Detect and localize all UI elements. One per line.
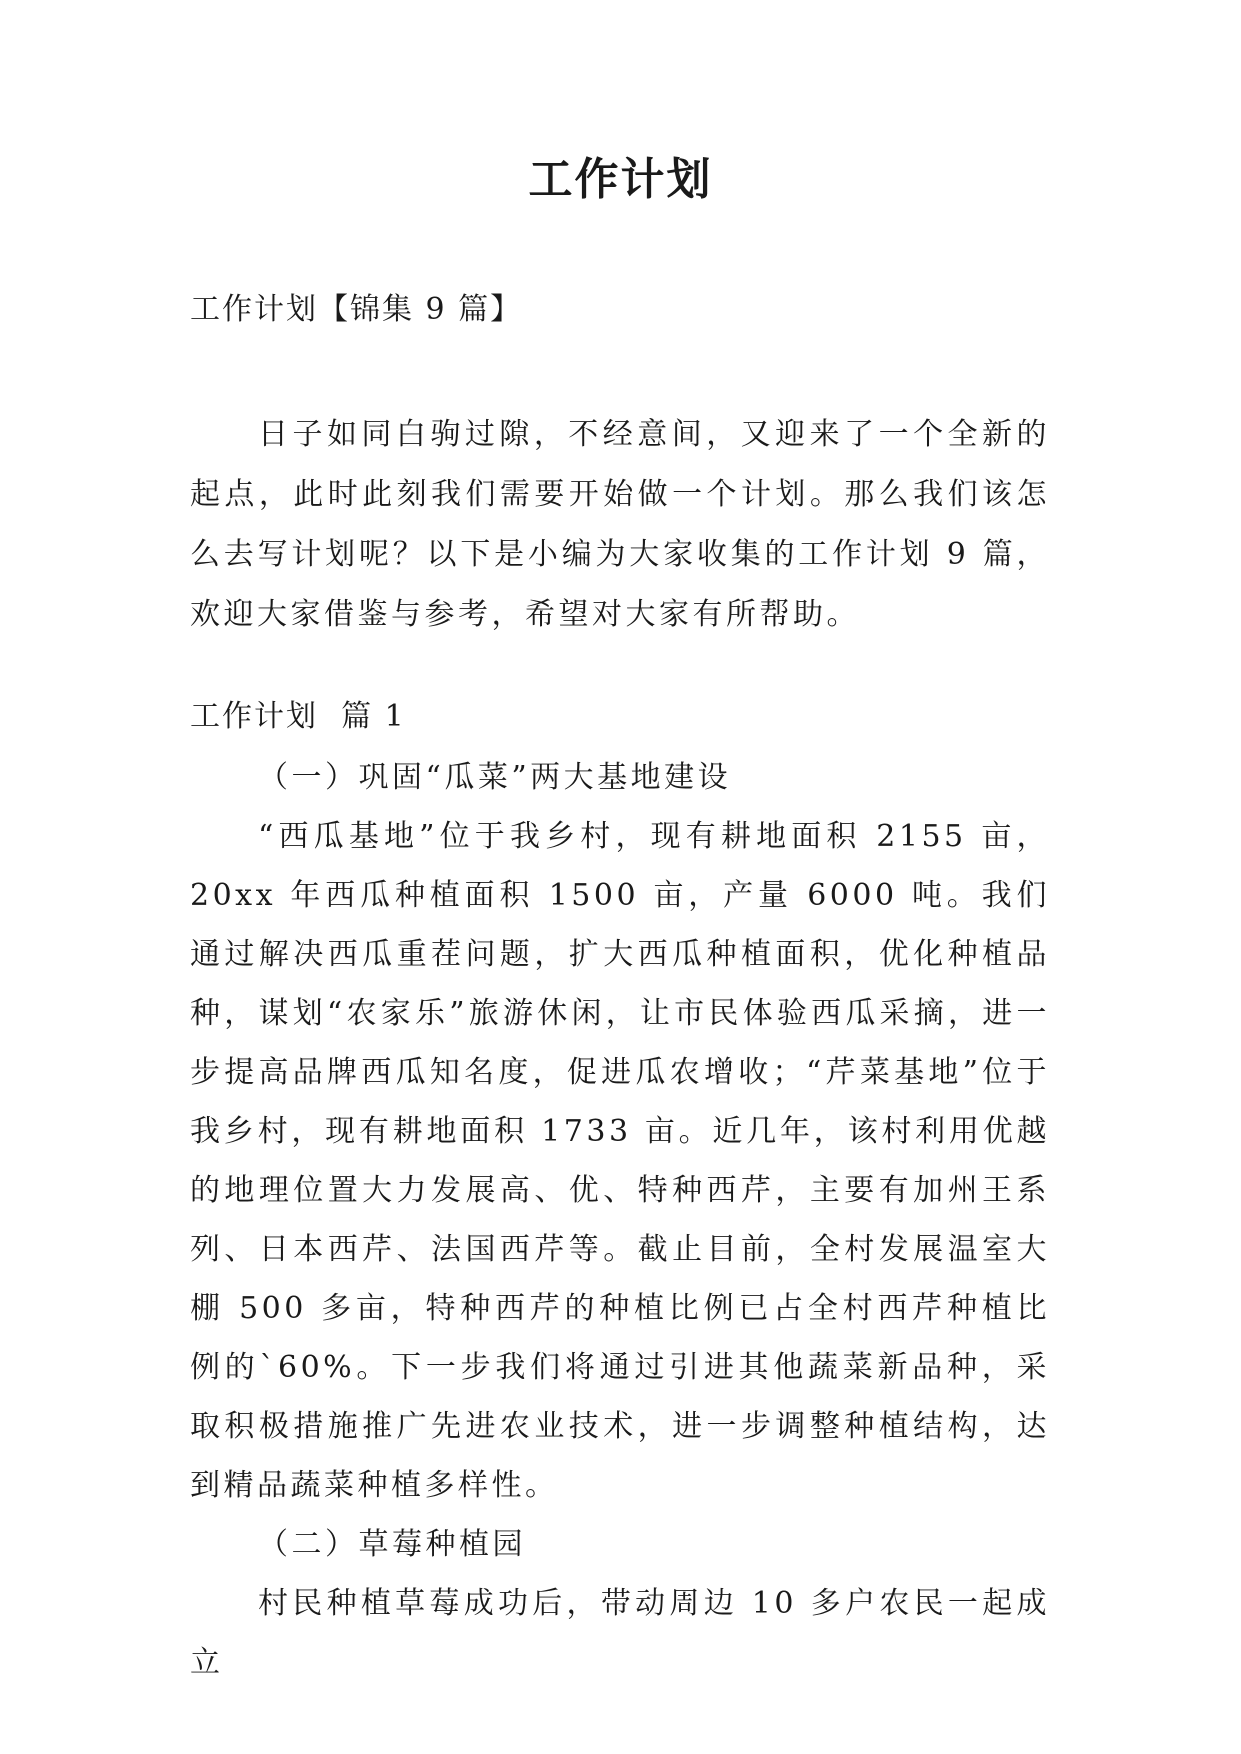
intro-paragraph: 日子如同白驹过隙，不经意间，又迎来了一个全新的起点，此时此刻我们需要开始做一个计划。那么我们该怎么去写计划呢？以下是小编为大家收集的工作计划 9 篇，欢迎大家借鉴与参考，希望对大家有所帮助。: [190, 417, 1050, 632]
section-heading: 工作计划 篇 1: [190, 699, 406, 734]
page-title: 工作计划: [528, 154, 713, 205]
section-body: [190, 748, 1050, 1692]
body-paragraph-1: “西瓜基地”位于我乡村，现有耕地面积 2155 亩，20xx 年西瓜种植面积 1500 亩，产量 6000 吨。我们通过解决西瓜重茬问题，扩大西瓜种植面积，优化种植品种，谋划“农家乐”旅游休闲，让市民体验西瓜采摘，进一步提高品牌西瓜知名度，促进瓜农增收；“芹菜基地”位于我乡村，现有耕地面积 1733 亩。近几年，该村利用优越的地理位置大力发展高、优、特种西芹，主要有加州王系列、日本西芹、法国西芹等。截止目前，全村发展温室大棚 500 多亩，特种西芹的种植比例已占全村西芹种植比例的`60%。下一步我们将通过引进其他蔬菜新品种，采取积极措施推广先进农业技术，进一步调整种植结构，达到精品蔬菜种植多样性。: [190, 819, 1050, 1503]
sub-heading-1: （一）巩固“瓜菜”两大基地建设: [258, 760, 732, 795]
body-paragraph-2: 村民种植草莓成功后，带动周边 10 多户农民一起成立: [190, 1586, 1050, 1680]
sub-heading-2: （二）草莓种植园: [258, 1527, 526, 1562]
document-subtitle: 工作计划【锦集 9 篇】: [190, 292, 523, 327]
